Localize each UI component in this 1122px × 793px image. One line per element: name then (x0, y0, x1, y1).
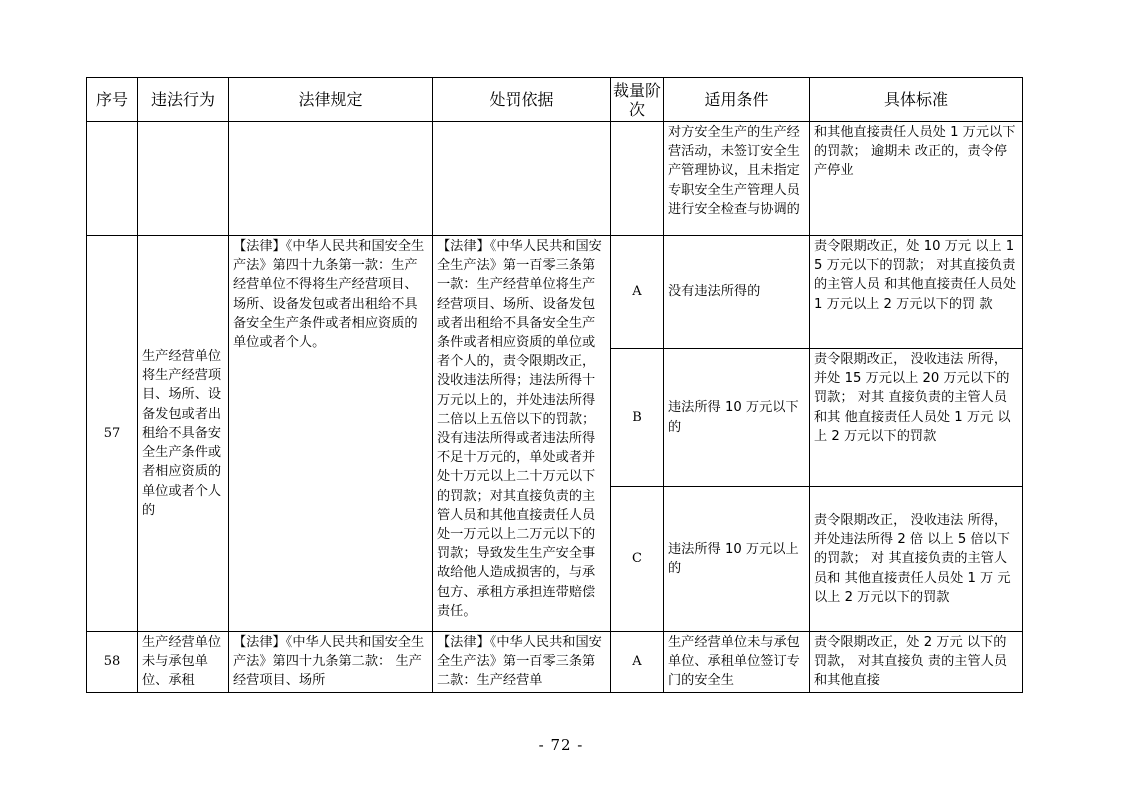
cell-std-57-c: 责令限期改正， 没收违法 所得， 并处违法所得 2 倍 以上 5 倍以下的罚款； 对 其直接负责的主管人员和 其他直接责任人员处 1 万 元以上 2 万元以下的罚款 (810, 487, 1023, 632)
cell-level-58: A (611, 632, 664, 693)
cell-no-57: 57 (87, 236, 138, 632)
cell-basis-cont (433, 122, 611, 236)
table-row-58 (87, 632, 1023, 693)
cell-cond-57-b: 违法所得 10 万元以下的 (664, 349, 810, 487)
header-std: 具体标准 (810, 78, 1023, 122)
cell-basis-58: 【法律】《中华人民共和国安全生产法》第一百零三条第二款：生产经营单 (433, 632, 611, 693)
cell-law-cont (229, 122, 433, 236)
cell-cond-58: 生产经营单位未与承包单位、承租单位签订专门的安全生 (664, 632, 810, 693)
cell-level-57-b: B (611, 349, 664, 487)
cell-act-cont (138, 122, 229, 236)
cell-basis-57: 【法律】《中华人民共和国安全生产法》第一百零三条第一款：生产经营单位将生产经营项目、场所、设备发包或者出租给不具备安全生产条件或者相应资质的单位或者个人的，责令限期改正，没收违法所得；违法所得十万元以上的，并处违法所得二倍以上五倍以下的罚款；没有违法所得或者违法所得不足十万元的，单处或者并处十万元以上二十万元以下的罚款；对其直接负责的主管人员和其他直接责任人员处一万元以上二万元以下的罚款；导致发生生产安全事故给他人造成损害的，与承包方、承租方承担连带赔偿责任。 (433, 236, 611, 632)
header-level: 裁量阶次 (611, 78, 664, 122)
table-row-57-a (87, 236, 1023, 349)
table-header-row (87, 78, 1023, 122)
cell-std-57-a: 责令限期改正，处 10 万元 以上 15 万元以下的罚款； 对其直接负责的主管人员 和其他直接责任人员处 1 万元以上 2 万元以下的罚 款 (810, 236, 1023, 349)
header-basis: 处罚依据 (433, 78, 611, 122)
cell-std-cont: 和其他直接责任人员处 1 万元以下的罚款； 逾期未 改正的，责令停产停业 (810, 122, 1023, 236)
cell-cond-57-a: 没有违法所得的 (664, 236, 810, 349)
table-row-continued (87, 122, 1023, 236)
header-act: 违法行为 (138, 78, 229, 122)
cell-level-57-c: C (611, 487, 664, 632)
cell-cond-57-c: 违法所得 10 万元以上的 (664, 487, 810, 632)
cell-law-58: 【法律】《中华人民共和国安全生产法》第四十九条第二款： 生产经营项目、场所 (229, 632, 433, 693)
cell-act-57: 生产经营单位将生产经营项目、场所、设备发包或者出租给不具备安全生产条件或者相应资质的单位或者个人的 (138, 236, 229, 632)
cell-act-58: 生产经营单位未与承包单位、承租 (138, 632, 229, 693)
cell-law-57: 【法律】《中华人民共和国安全生产法》第四十九条第一款：生产经营单位不得将生产经营项目、场所、设备发包或者出租给不具备安全生产条件或者相应资质的单位或者个人。 (229, 236, 433, 632)
page-number: - 72 - (538, 736, 584, 754)
penalty-table (86, 77, 1023, 693)
cell-level-cont (611, 122, 664, 236)
header-no: 序号 (87, 78, 138, 122)
cell-std-57-b: 责令限期改正， 没收违法 所得， 并处 15 万元以上 20 万元以下的罚款； 对其 直接负责的主管人员和其 他直接责任人员处 1 万元 以上 2 万元以下的罚款 (810, 349, 1023, 487)
header-cond: 适用条件 (664, 78, 810, 122)
regulation-table-sheet (86, 77, 1023, 693)
cell-level-57-a: A (611, 236, 664, 349)
cell-cond-cont: 对方安全生产的生产经营活动，未签订安全生产管理协议，且未指定专职安全生产管理人员进行安全检查与协调的 (664, 122, 810, 236)
header-law: 法律规定 (229, 78, 433, 122)
cell-std-58: 责令限期改正，处 2 万元 以下的罚款， 对其直接负 责的主管人员和其他直接 (810, 632, 1023, 693)
cell-no-cont (87, 122, 138, 236)
cell-no-58: 58 (87, 632, 138, 693)
